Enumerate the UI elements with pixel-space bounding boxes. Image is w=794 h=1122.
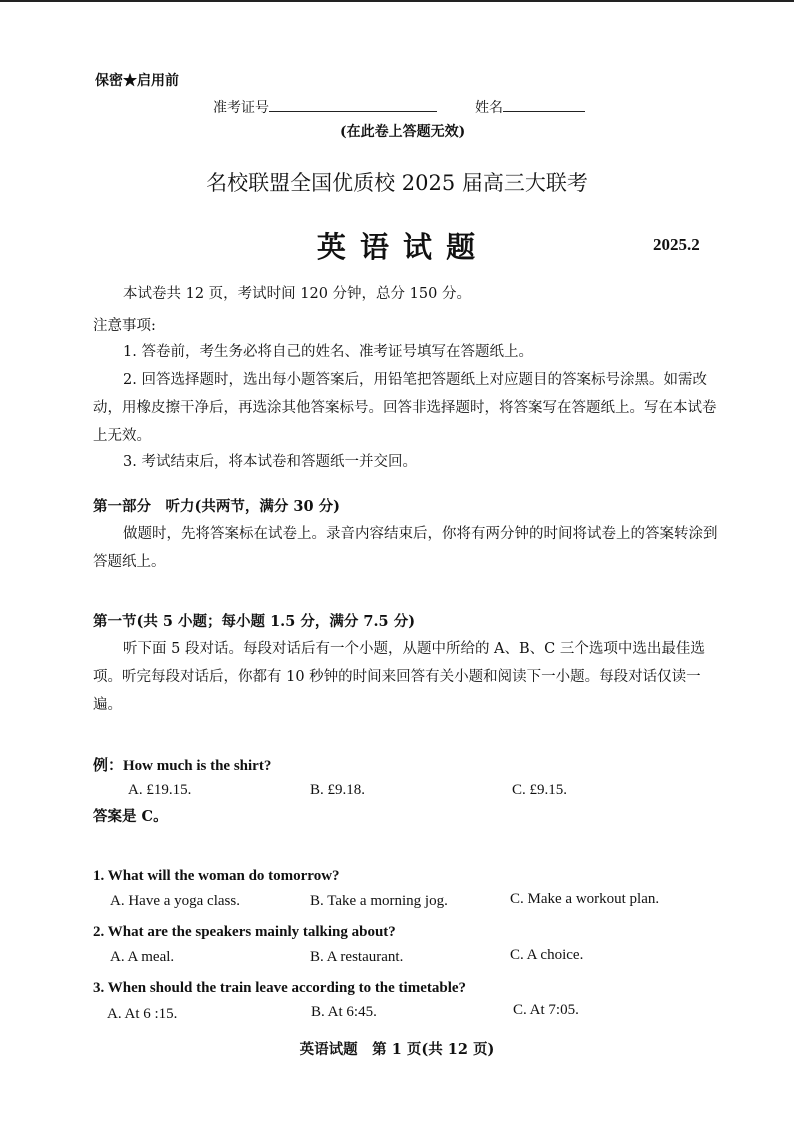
question-3-option-c: C. At 7:05. <box>513 1002 579 1018</box>
question-1: 1. What will the woman do tomorrow? <box>93 868 340 884</box>
intro-text: 本试卷共 12 页，考试时间 120 分钟，总分 150 分。 <box>123 286 471 302</box>
example-question: 例：How much is the shirt? <box>93 758 272 774</box>
note-item: 1. 答卷前，考生务必将自己的姓名、准考证号填写在答题纸上。 <box>123 344 533 360</box>
question-2-option-a: A. A meal. <box>110 949 175 965</box>
part1-heading: 第一部分 听力(共两节，满分 30 分) <box>93 498 340 515</box>
question-3-option-a: A. At 6 :15. <box>107 1006 178 1022</box>
example-option-b: B. £9.18. <box>310 782 366 798</box>
page-footer: 英语试题 第 1 页(共 12 页) <box>299 1041 495 1058</box>
example-option-c: C. £9.15. <box>512 782 568 798</box>
exam-date: 2025.2 <box>653 235 700 254</box>
subject-title: 英 语 试 题 <box>316 230 478 264</box>
exam-id-blank <box>269 99 437 112</box>
part1-instruction: 做题时，先将答案标在试卷上。录音内容结束后，你将有两分钟的时间将试卷上的答案转涂到答题纸上。 <box>93 526 718 570</box>
section1-instruction: 听下面 5 段对话。每段对话后有一个小题，从题中所给的 A、B、C 三个选项中选出最佳选项。听完每段对话后，你都有 10 秒钟的时间来回答有关小题和阅读下一小题。每段对话仅读一遍。 <box>93 641 705 713</box>
question-1-option-c: C. Make a workout plan. <box>510 891 660 907</box>
exam-id-field <box>213 97 437 117</box>
example-answer: 答案是 C。 <box>93 808 168 825</box>
question-2-option-b: B. A restaurant. <box>310 949 404 965</box>
exam-title: 名校联盟全国优质校 2025 届高三大联考 <box>206 171 588 195</box>
question-1-option-b: B. Take a morning jog. <box>310 893 448 909</box>
notes-heading: 注意事项: <box>93 318 156 334</box>
name-blank <box>503 99 585 112</box>
example-option-a: A. £19.15. <box>128 782 192 798</box>
question-3: 3. When should the train leave according to the timetable? <box>93 980 467 996</box>
section1-heading: 第一节(共 5 小题；每小题 1.5 分，满分 7.5 分) <box>93 613 416 630</box>
question-1-option-a: A. Have a yoga class. <box>110 893 240 909</box>
question-2-option-c: C. A choice. <box>510 947 584 963</box>
page-top-border <box>0 0 794 2</box>
name-label: 姓名 <box>475 100 503 116</box>
question-2: 2. What are the speakers mainly talking about? <box>93 924 396 940</box>
note-item: 2. 回答选择题时，选出每小题答案后，用铅笔把答题纸上对应题目的答案标号涂黑。如需改动，用橡皮擦干净后，再选涂其他答案标号。回答非选择题时，将答案写在答题纸上。写在本试卷上无效。 <box>93 372 717 444</box>
name-field <box>475 97 585 117</box>
note-item: 3. 考试结束后，将本试卷和答题纸一并交回。 <box>123 454 417 470</box>
invalid-note: (在此卷上答题无效) <box>340 124 466 140</box>
exam-id-label: 准考证号 <box>213 100 269 116</box>
question-3-option-b: B. At 6:45. <box>311 1004 377 1020</box>
confidential-label: 保密★启用前 <box>95 73 179 89</box>
